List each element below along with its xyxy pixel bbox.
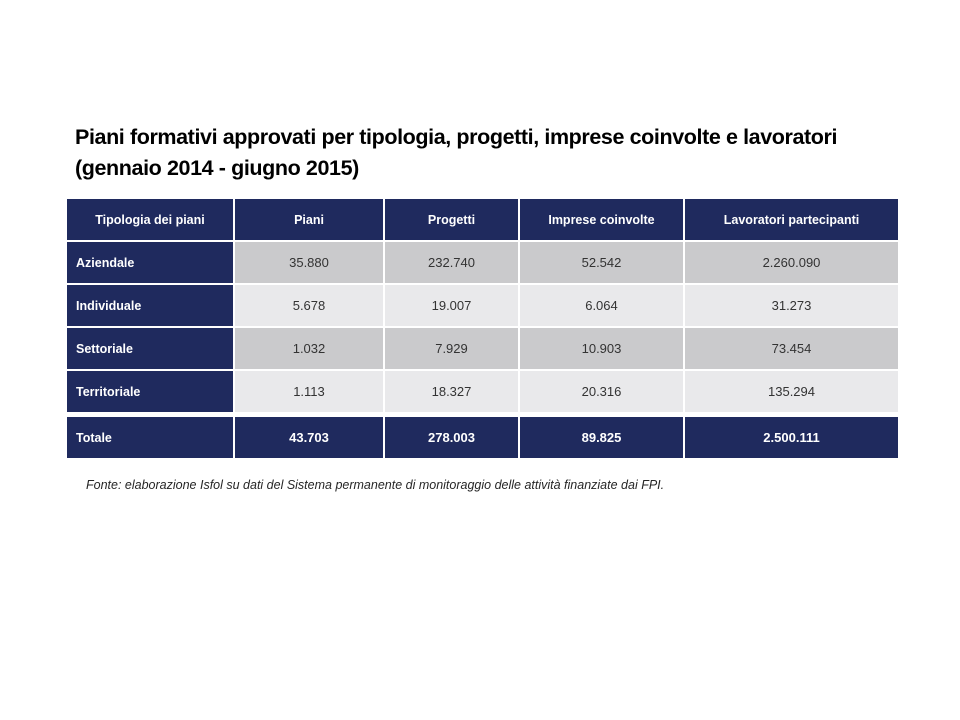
row-label: Individuale <box>66 284 234 327</box>
cell-piani: 1.032 <box>234 327 384 370</box>
total-lavoratori: 2.500.111 <box>684 415 899 460</box>
page-title-line1: Piani formativi approvati per tipologia, progetti, imprese coinvolte e lavoratori <box>75 125 838 149</box>
total-imprese: 89.825 <box>519 415 684 460</box>
cell-progetti: 7.929 <box>384 327 519 370</box>
cell-lavoratori: 2.260.090 <box>684 241 899 284</box>
total-piani: 43.703 <box>234 415 384 460</box>
table-row-individuale <box>66 284 899 327</box>
row-label: Settoriale <box>66 327 234 370</box>
column-header-progetti: Progetti <box>384 198 519 241</box>
table-total-row <box>66 415 899 460</box>
table-row-settoriale <box>66 327 899 370</box>
cell-lavoratori: 135.294 <box>684 370 899 415</box>
cell-imprese: 52.542 <box>519 241 684 284</box>
total-progetti: 278.003 <box>384 415 519 460</box>
cell-progetti: 232.740 <box>384 241 519 284</box>
column-header-piani: Piani <box>234 198 384 241</box>
page-title-line2: (gennaio 2014 - giugno 2015) <box>75 156 359 180</box>
source-note: Fonte: elaborazione Isfol su dati del Sistema permanente di monitoraggio delle attività finanziate dai FPI. <box>86 478 665 492</box>
row-label: Aziendale <box>66 241 234 284</box>
table-row-aziendale <box>66 241 899 284</box>
cell-imprese: 10.903 <box>519 327 684 370</box>
row-label: Territoriale <box>66 370 234 415</box>
cell-progetti: 19.007 <box>384 284 519 327</box>
column-header-imprese: Imprese coinvolte <box>519 198 684 241</box>
data-table <box>65 197 900 460</box>
cell-progetti: 18.327 <box>384 370 519 415</box>
column-header-tipologia: Tipologia dei piani <box>66 198 234 241</box>
cell-imprese: 6.064 <box>519 284 684 327</box>
total-label: Totale <box>66 415 234 460</box>
cell-piani: 5.678 <box>234 284 384 327</box>
page-title <box>75 122 920 184</box>
table-row-territoriale <box>66 370 899 415</box>
cell-imprese: 20.316 <box>519 370 684 415</box>
cell-piani: 35.880 <box>234 241 384 284</box>
cell-lavoratori: 73.454 <box>684 327 899 370</box>
cell-piani: 1.113 <box>234 370 384 415</box>
column-header-lavoratori: Lavoratori partecipanti <box>684 198 899 241</box>
table-container <box>65 197 900 460</box>
table-header-row <box>66 198 899 241</box>
cell-lavoratori: 31.273 <box>684 284 899 327</box>
